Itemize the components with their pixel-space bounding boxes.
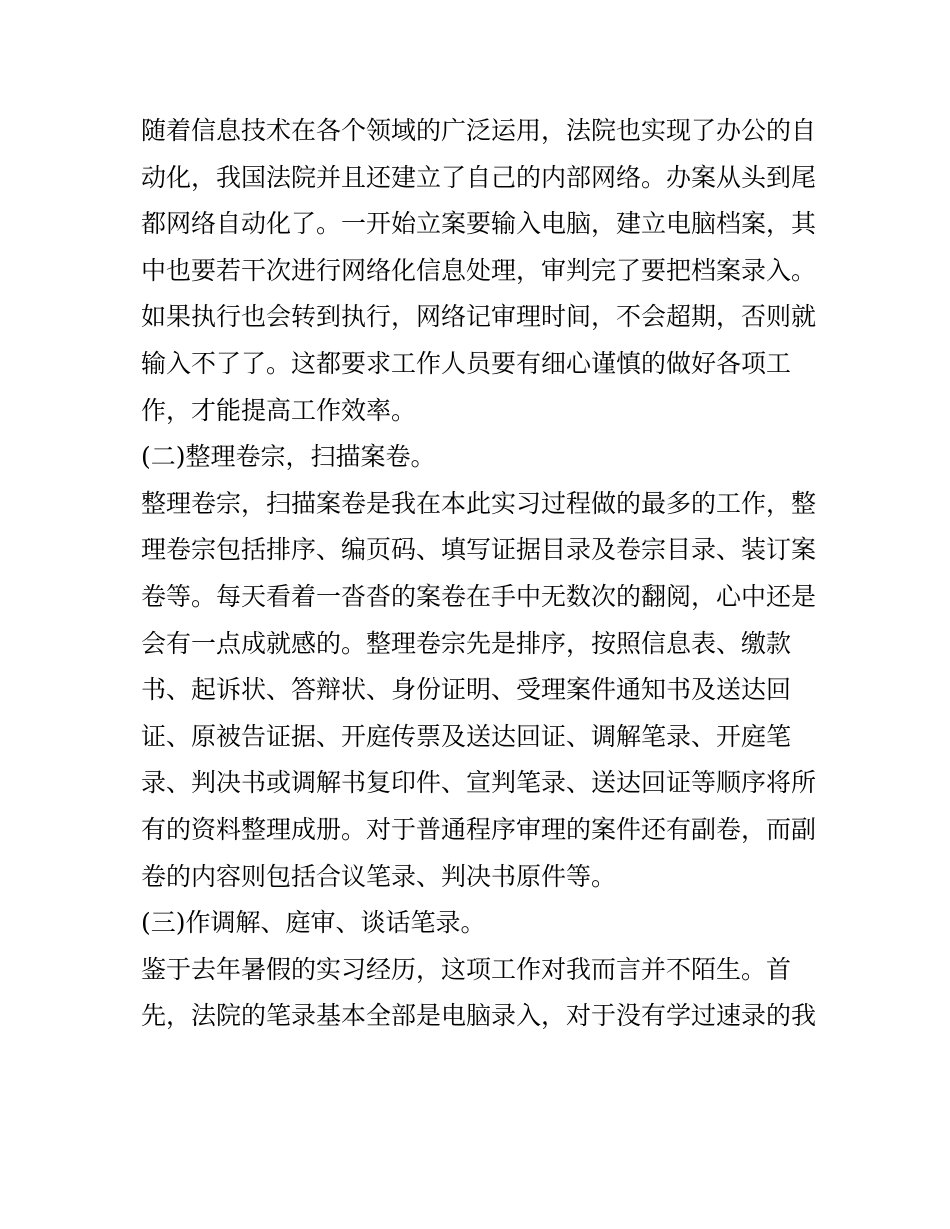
section-heading: (二)整理卷宗，扫描案卷。 bbox=[141, 442, 436, 472]
text-line: 卷的内容则包括合议笔录、判决书原件等。 bbox=[141, 861, 617, 891]
section-heading: (三)作调解、庭审、谈话笔录。 bbox=[141, 908, 486, 938]
text-line: 都网络自动化了。一开始立案要输入电脑，建立电脑档案，其 bbox=[141, 209, 817, 239]
text-line: 卷等。每天看着一沓沓的案卷在手中无数次的翻阅，心中还是 bbox=[141, 581, 817, 611]
text-line: 鉴于去年暑假的实习经历，这项工作对我而言并不陌生。首 bbox=[141, 954, 792, 984]
text-line: 录、判决书或调解书复印件、宣判笔录、送达回证等顺序将所 bbox=[141, 768, 817, 798]
text-line: 输入不了了。这都要求工作人员要有细心谨慎的做好各项工 bbox=[141, 348, 792, 378]
text-line: 整理卷宗，扫描案卷是我在本此实习过程做的最多的工作，整 bbox=[141, 488, 817, 518]
text-line: 理卷宗包括排序、编页码、填写证据目录及卷宗目录、装订案 bbox=[141, 535, 817, 565]
text-line: 作，才能提高工作效率。 bbox=[141, 395, 417, 425]
text-line: 如果执行也会转到执行，网络记审理时间，不会超期，否则就 bbox=[141, 302, 817, 332]
text-line: 书、起诉状、答辩状、身份证明、受理案件通知书及送达回 bbox=[141, 675, 792, 705]
text-line: 动化，我国法院并且还建立了自己的内部网络。办案从头到尾 bbox=[141, 162, 817, 192]
text-line: 有的资料整理成册。对于普通程序审理的案件还有副卷，而副 bbox=[141, 814, 817, 844]
text-line: 随着信息技术在各个领域的广泛运用，法院也实现了办公的自 bbox=[141, 116, 817, 145]
text-line: 证、原被告证据、开庭传票及送达回证、调解笔录、开庭笔 bbox=[141, 721, 792, 751]
text-line: 会有一点成就感的。整理卷宗先是排序，按照信息表、缴款 bbox=[141, 628, 792, 658]
text-line: 先，法院的笔录基本全部是电脑录入，对于没有学过速录的我 bbox=[141, 1001, 817, 1031]
body-text bbox=[141, 108, 821, 1040]
text-line: 中也要若干次进行网络化信息处理，审判完了要把档案录入。 bbox=[141, 255, 817, 285]
